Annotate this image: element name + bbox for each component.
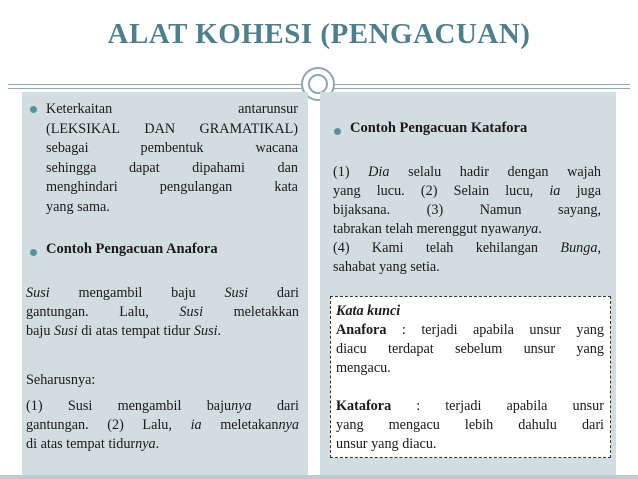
- anafora-example-line-3: baju Susi di atas tempat tidur Susi.: [26, 323, 222, 339]
- definition-line: [46, 159, 298, 178]
- anafora-definition-line-2: diacu terdapat sebelum unsur yang: [336, 341, 604, 357]
- definition-line: [46, 139, 298, 158]
- definition-word: pembentuk: [140, 140, 204, 156]
- bottom-bar: [0, 475, 638, 479]
- anafora-correct-line-1: (1) Susi mengambil bajunya dari: [26, 398, 299, 414]
- definition-word: dan: [277, 159, 298, 176]
- katafora-example-line-2: yang lucu. (2) Selain lucu, ia juga: [333, 183, 601, 199]
- definition-word: kata: [274, 179, 298, 195]
- definition-word: antarunsur: [238, 101, 298, 117]
- anafora-definition-line-1: Anafora : terjadi apabila unsur yang: [336, 322, 604, 338]
- katafora-definition-line-2: yang mengacu lebih dahulu dari: [336, 417, 604, 433]
- katafora-definition-line-3: unsur yang diacu.: [336, 436, 437, 452]
- definition-word: menghindari: [46, 179, 118, 195]
- anafora-example-line-2: gantungan. Lalu, Susi meletakkan: [26, 304, 299, 320]
- definition-word: dipahami: [192, 159, 245, 176]
- definition-line: [46, 198, 298, 217]
- anafora-correct-line-3: di atas tempat tidurnya.: [26, 436, 160, 452]
- definition-line: [46, 120, 298, 139]
- anafora-correct-line-2: gantungan. (2) Lalu, ia meletakannya: [26, 417, 300, 433]
- katafora-heading: Contoh Pengacuan Katafora: [350, 120, 528, 136]
- katafora-example-line-3: bijaksana. (3) Namun sayang,: [333, 202, 601, 218]
- definition-word: wacana: [255, 140, 298, 156]
- katafora-example-line-1: (1) Dia selalu hadir dengan wajah: [333, 164, 602, 180]
- katafora-example-line-5: (4) Kami telah kehilangan Bunga,: [333, 240, 601, 256]
- bullet-icon: [30, 106, 37, 113]
- definition-word: (LEKSIKAL: [46, 120, 121, 137]
- anafora-example-line-1: Susi mengambil baju Susi dari: [26, 285, 299, 301]
- katafora-example-line-4: tabrakan telah merenggut nyawanya.: [333, 221, 542, 237]
- anafora-definition-line-3: mengacu.: [336, 360, 391, 376]
- slide-title: ALAT KOHESI (PENGACUAN): [107, 18, 531, 50]
- kata-kunci-title: Kata kunci: [336, 303, 401, 319]
- katafora-example-line-6: sahabat yang setia.: [333, 259, 440, 275]
- anafora-heading: Contoh Pengacuan Anafora: [46, 241, 218, 257]
- definition-line: [46, 100, 298, 119]
- definition-word: Keterkaitan: [46, 101, 113, 117]
- definition-word: dapat: [128, 159, 160, 176]
- bullet-icon: [30, 249, 37, 256]
- definition-word: GRAMATIKAL): [199, 120, 298, 137]
- definition-word: pengulangan: [159, 179, 233, 195]
- definition-word: sebagai: [46, 140, 89, 156]
- bullet-icon: [334, 128, 341, 135]
- decorative-inner-circle-icon: [308, 74, 328, 94]
- definition-line: [46, 178, 298, 197]
- definition-word: DAN: [144, 120, 176, 137]
- seharusnya-label: Seharusnya:: [26, 372, 96, 388]
- definition-word: sehingga: [46, 159, 97, 176]
- definition-word: yang sama.: [46, 198, 110, 215]
- katafora-definition-line-1: Katafora : terjadi apabila unsur: [336, 398, 604, 414]
